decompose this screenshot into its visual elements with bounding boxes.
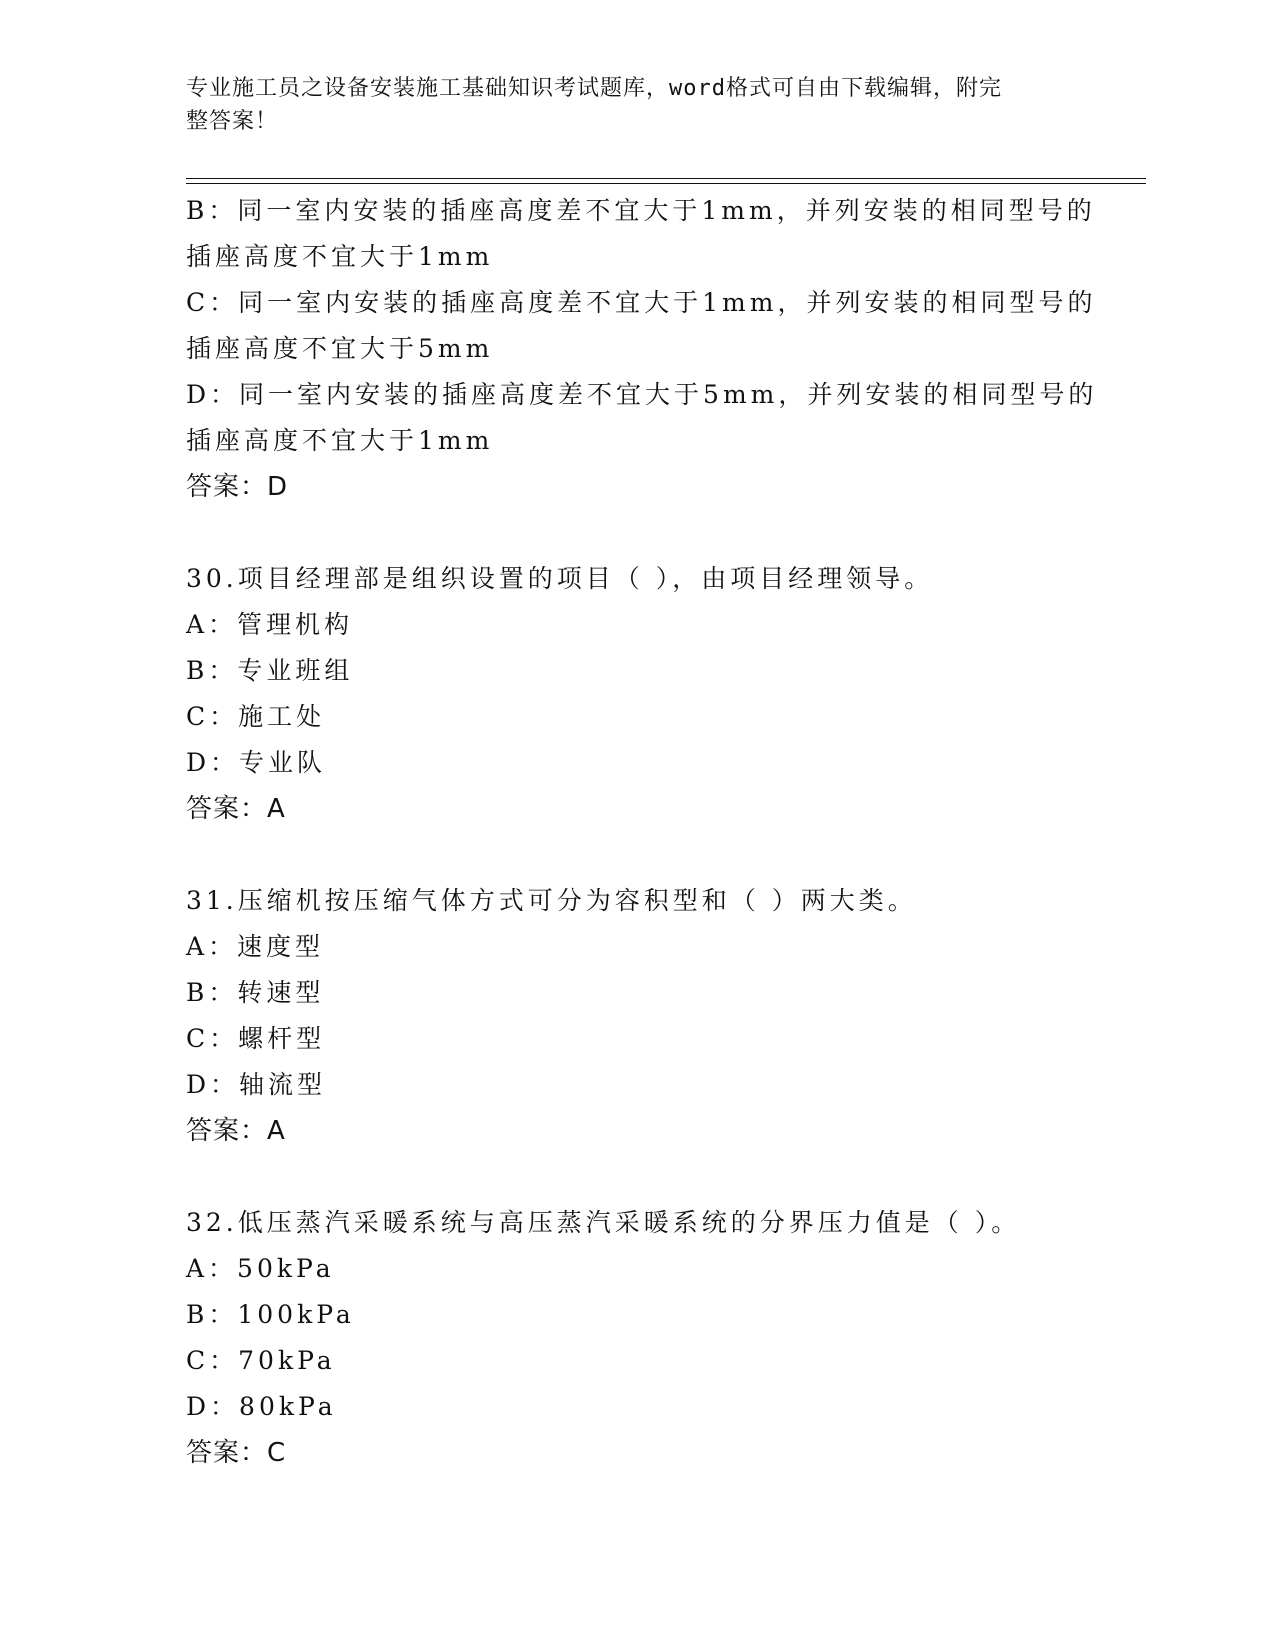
header-divider-top — [186, 178, 1146, 179]
option-b: B：转速型 — [186, 978, 325, 1007]
option-c-line-2: 插座高度不宜大于5mm — [186, 334, 494, 363]
question-stem: 32.低压蒸汽采暖系统与高压蒸汽采暖系统的分界压力值是（ ）。 — [186, 1208, 1021, 1237]
answer-line: 答案：C — [186, 1438, 287, 1468]
question-30 — [186, 556, 1086, 832]
option-a: A：管理机构 — [186, 610, 354, 639]
option-d: D：轴流型 — [186, 1070, 327, 1099]
spacer — [186, 832, 1086, 878]
option-c: C：施工处 — [186, 702, 326, 731]
option-c-line-1: C：同一室内安装的插座高度差不宜大于1mm，并列安装的相同型号的 — [186, 288, 1097, 317]
header-divider-bottom — [186, 183, 1146, 184]
document-header — [186, 72, 1066, 138]
question-32 — [186, 1200, 1086, 1476]
option-d-line-1: D：同一室内安装的插座高度差不宜大于5mm，并列安装的相同型号的 — [186, 380, 1098, 409]
spacer — [186, 510, 1086, 556]
option-b-line-1: B：同一室内安装的插座高度差不宜大于1mm，并列安装的相同型号的 — [186, 196, 1096, 225]
option-b: B：专业班组 — [186, 656, 354, 685]
question-stem: 31.压缩机按压缩气体方式可分为容积型和（ ）两大类。 — [186, 886, 917, 915]
option-a: A：速度型 — [186, 932, 325, 961]
answer-line: 答案：A — [186, 794, 286, 824]
document-body — [186, 188, 1098, 1476]
option-d-line-2: 插座高度不宜大于1mm — [186, 426, 494, 455]
option-c: C：螺杆型 — [186, 1024, 326, 1053]
header-title-line-1: 专业施工员之设备安装施工基础知识考试题库，word格式可自由下载编辑，附完 — [186, 76, 1002, 101]
spacer — [186, 1154, 1086, 1200]
option-d: D：专业队 — [186, 748, 327, 777]
question-stem: 30.项目经理部是组织设置的项目（ ），由项目经理领导。 — [186, 564, 934, 593]
answer-line: 答案：A — [186, 1116, 286, 1146]
option-d: D：80kPa — [186, 1392, 337, 1421]
option-b-line-2: 插座高度不宜大于1mm — [186, 242, 494, 271]
question-29-continued — [186, 188, 1098, 510]
question-31 — [186, 878, 1086, 1154]
option-c: C：70kPa — [186, 1346, 336, 1375]
answer-line: 答案：D — [186, 472, 289, 502]
option-b: B：100kPa — [186, 1300, 355, 1329]
option-a: A：50kPa — [186, 1254, 335, 1283]
header-title-line-2: 整答案！ — [186, 109, 279, 134]
